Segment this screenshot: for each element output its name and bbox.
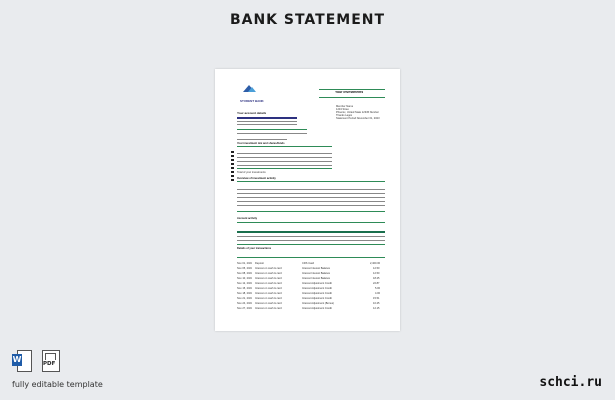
pdf-file-icon[interactable]: PDF [42,350,60,370]
word-file-icon[interactable]: W [12,350,30,370]
brand-watermark: schci.ru [539,375,602,390]
bank-logo-accent-icon [248,87,256,92]
bank-name: STUDENT BANK [240,100,264,103]
subtotal-label: Total of your investments [237,171,266,174]
address-line: Statement Period November 01, 2023 [336,117,380,120]
details-bar [237,117,297,119]
header-rule-bottom [319,97,385,98]
address-line: Thanks Lagos [336,114,353,117]
account-activity: Account activity [237,217,258,220]
investments-summary: Overview of investment activity [237,177,276,180]
address-line: Member Name [336,105,354,108]
details-title: Your account details [237,112,267,115]
transactions-title: Details of your transactions [237,247,272,250]
page-title: BANK STATEMENT [229,12,386,28]
header-title: Your investments [335,91,364,94]
section-title: Your investment mix and shares/funds [237,142,285,145]
template-caption: fully editable template [12,380,103,389]
bank-statement-preview: STUDENT BANK Your investments Member Name 1234 Street Phoenix, United State 12345 Number Thanks Lagos Statement Period November 01, 2023 Your account details Your investment mix and shares/funds Total of your investments Overview of investment activity Account activity Details of your transactions Nov 01, 2023 Deposit CRS Cash 2,400.00 Nov 05, 2023 Interest on cash & card Interest Interest Balance 12.50 Nov 08, 2023 Interest on cash & card Interest Interest Balance 12.50 Nov 10, 2023 Interest on cash & card Interest Interest Balance 18.25 Nov 12, 2023 Interest on cash & card Interest Adjustment Credit 22.87 Nov 15, 2023 Interest on cash & card Interest Adjustment Credit 5.00 Nov 18, 2023 Interest on cash & card Interest Adjustment Credit 4.00 Nov 21, 2023 Interest on cash & card Interest Adjustment Credit 15.51 Nov 24, 2023 Interest on cash & card Interest Adjustment (Bonus) 10.25 Nov 27, 2023 Interest on cash & card Interest Adjustment Credit 12.15 [215,69,400,331]
address-line: Phoenix, United State 12345 Number [336,111,379,114]
address-line: 1234 Street [336,108,350,111]
header-rule [319,89,385,90]
